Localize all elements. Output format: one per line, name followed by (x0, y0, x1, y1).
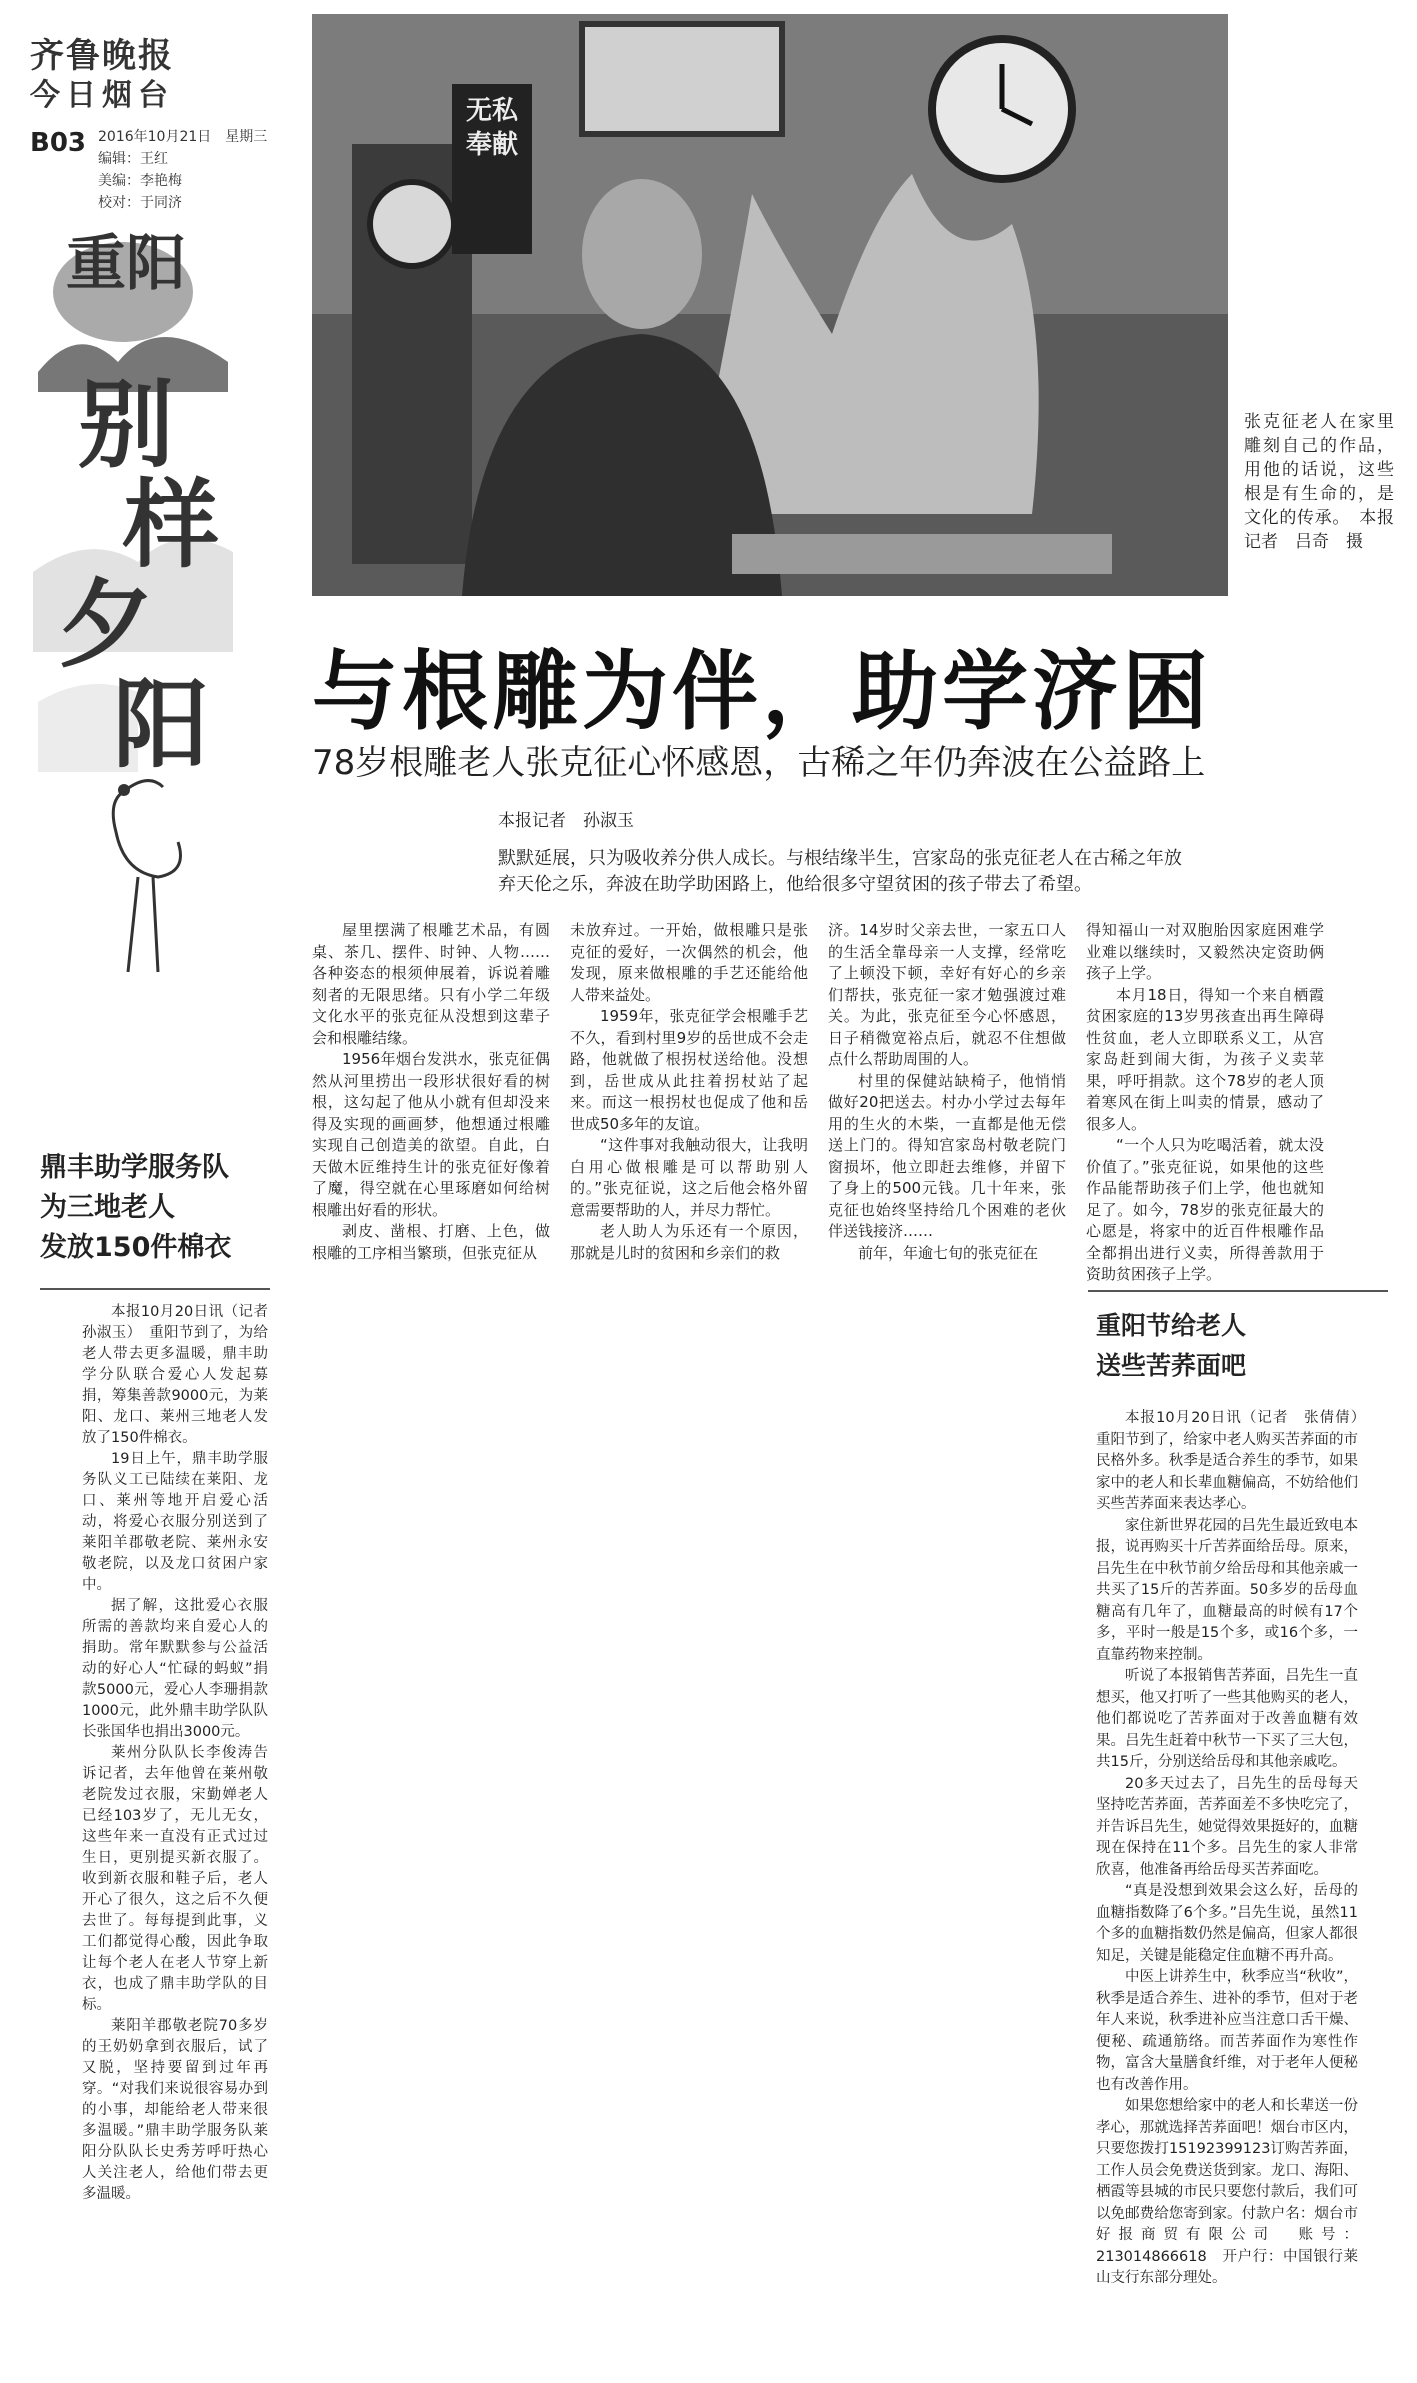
divider (40, 1288, 270, 1290)
issue-date: 2016年10月21日 星期三 (98, 129, 268, 145)
paragraph: 莱阳羊郡敬老院70多岁的王奶奶拿到衣服后，试了又脱，坚持要留到过年再穿。“对我们来说很容易办到的小事，却能给老人带来很多温暖。”鼎丰助学服务队莱阳分队队长史秀芳呼吁热心人关注老人，给他们带去更多温暖。 (82, 2018, 268, 2202)
column-logo (28, 229, 238, 992)
column-logo-char-4: 阳 (113, 668, 209, 781)
paragraph: 剥皮、凿根、打磨、上色，做根雕的工序相当繁琐，但张克征从 (312, 1222, 550, 1262)
right-article-body (1096, 1408, 1373, 2290)
main-column-2 (570, 920, 808, 1264)
column-logo-title: 重阳 (66, 229, 186, 299)
headline-line: 送些苦荞面吧 (1096, 1351, 1247, 1380)
designer-credit: 美编：李艳梅 (98, 173, 182, 189)
paragraph: 中医上讲养生中，秋季应当“秋收”，秋季是适合养生、进补的季节，但对于老年人来说，秋季进补应当注意口舌干燥、便秘、疏通筋络。而苦荞面作为寒性作物，富含大量膳食纤维，对于老年人便秘也有改善作用。 (1096, 1969, 1358, 2093)
main-column-3 (828, 920, 1066, 1264)
left-article-headline (40, 1148, 270, 1268)
lead-photo (312, 14, 1228, 596)
paragraph: 本月18日，得知一个来自栖霞贫困家庭的13岁男孩查出再生障碍性贫血，老人立即联系义工，从宫家岛赶到闹大街，为孩子义卖苹果，呼吁捐款。这个78岁的老人顶着寒风在街上叫卖的情景，感动了很多人。 (1086, 985, 1324, 1133)
headline-line: 发放150件棉衣 (40, 1232, 232, 1263)
headline-line: 为三地老人 (40, 1192, 175, 1223)
main-lead: 默默延展，只为吸收养分供人成长。与根结缘半生，宫家岛的张克征老人在古稀之年放弃天伦之乐，奔波在助学助困路上，他给很多守望贫困的孩子带去了希望。 (498, 848, 1182, 895)
section-name: 今日烟台 (30, 78, 174, 113)
photo-caption: 张克征老人在家里雕刻自己的作品，用他的话说，这些根是有生命的，是文化的传承。 本报记者 吕奇 摄 (1244, 412, 1394, 552)
paragraph: 20多天过去了，吕先生的岳母每天坚持吃苦荞面，苦荞面差不多快吃完了，并告诉吕先生，她觉得效果挺好的，血糖现在保持在11个多。吕先生的家人非常欣喜，他准备再给岳母买苦荞面吃。 (1096, 1775, 1358, 1878)
paragraph: “一个人只为吃喝活着，就太没价值了。”张克征说，如果他的这些作品能帮助孩子们上学，他也就知足了。如今，78岁的张克征最大的心愿是，将家中的近百件根雕作品全都捐出进行义卖，所得善款用于资助贫困孩子上学。 (1086, 1136, 1324, 1283)
paragraph: 据了解，这批爱心衣服所需的善款均来自爱心人的捐助。常年默默参与公益活动的好心人“忙碌的蚂蚁”捐款5000元，爱心人李珊捐款1000元，此外鼎丰助学队队长张国华也捐出3000元。 (82, 1598, 268, 1740)
paragraph: 济。14岁时父亲去世，一家五口人的生活全靠母亲一人支撑，经常吃了上顿没下顿，幸好有好心的乡亲们帮扶，张克征一家才勉强渡过难关。为此，张克征至今心怀感恩，日子稍微宽裕点后，就忍不住想做点什么帮助周围的人。 (828, 921, 1066, 1068)
paragraph: 未放弃过。一开始，做根雕只是张克征的爱好，一次偶然的机会，他发现，原来做根雕的手艺还能给他人带来益处。 (570, 921, 808, 1004)
right-article-headline (1096, 1306, 1386, 1386)
paragraph: 得知福山一对双胞胎因家庭困难学业难以继续时，又毅然决定资助俩孩子上学。 (1086, 921, 1324, 982)
column-logo-char-2: 样 (123, 468, 219, 581)
page-number: B03 (30, 128, 86, 158)
column-logo-char-3: 夕 (58, 568, 154, 681)
paragraph: “这件事对我触动很大，让我明白用心做根雕是可以帮助别人的。”张克征说，这之后他会格外留意需要帮助的人，并尽力帮忙。 (570, 1136, 808, 1219)
paper-name: 齐鲁晚报 (30, 36, 174, 76)
paragraph: 19日上午，鼎丰助学服务队义工已陆续在莱阳、龙口、莱州等地开启爱心活动，将爱心衣服分别送到了莱阳羊郡敬老院、莱州永安敬老院，以及龙口贫困户家中。 (82, 1451, 268, 1593)
paragraph: 老人助人为乐还有一个原因，那就是儿时的贫困和乡亲们的救 (570, 1222, 808, 1262)
paragraph: 本报10月20日讯（记者 张倩倩） 重阳节到了，给家中老人购买苦荞面的市民格外多。秋季是适合养生的季节，如果家中的老人和长辈血糖偏高，不妨给他们买些苦荞面来表达孝心。 (1096, 1410, 1373, 1512)
main-column-4 (1086, 920, 1324, 1286)
paragraph: 前年，年逾七旬的张克征在 (858, 1243, 1039, 1262)
paragraph: 屋里摆满了根雕艺术品，有圆桌、茶几、摆件、时钟、人物……各种姿态的根须伸展着，诉说着雕刻者的无限思绪。只有小学二年级文化水平的张克征从没想到这辈子会和根雕结缘。 (312, 921, 550, 1047)
headline-line: 鼎丰助学服务队 (40, 1152, 229, 1183)
paragraph: 本报10月20日讯（记者 孙淑玉） 重阳节到了，为给老人带去更多温暖，鼎丰助学分队联合爱心人发起募捐，筹集善款9000元，为莱阳、龙口、莱州三地老人发放了150件棉衣。 (82, 1304, 283, 1446)
paragraph: 1956年烟台发洪水，张克征偶然从河里捞出一段形状很好看的树根，这勾起了他从小就有但却没来得及实现的画画梦，他想通过根雕实现自己创造美的欲望。自此，白天做木匠维持生计的张克征好像着了魔，得空就在心里琢磨如何给树根雕出好看的形状。 (312, 1050, 550, 1219)
lead-photo-image (312, 14, 1228, 596)
paragraph: 1959年，张克征学会根雕手艺不久，看到村里9岁的岳世成不会走路，他就做了根拐杖送给他。没想到，岳世成从此拄着拐杖站了起来。而这一根拐杖也促成了他和岳世成50多年的友谊。 (570, 1007, 808, 1133)
main-headline: 与根雕为伴，助学济困 (312, 642, 1212, 742)
editor-credit: 编辑：王红 (98, 151, 168, 167)
paragraph: 如果您想给家中的老人和长辈送一份孝心，那就选择苦荞面吧！烟台市区内，只要您拨打15192399123订购苦荞面，工作人员会免费送货到家。龙口、海阳、栖霞等县城的市民只要您付款后，我们可以免邮费给您寄到家。付款户名：烟台市好报商贸有限公司 账号：213014866618 开户行：中国银行莱山支行东部分理处。 (1096, 2098, 1358, 2286)
paragraph: 村里的保健站缺椅子，他悄悄做好20把送去。村办小学过去每年用的生火的木柴，一直都是他无偿送上门的。得知宫家岛村敬老院门窗损坏，他立即赶去维修，并留下了身上的500元钱。几十年来，张克征也始终坚持给几个困难的老伙伴送钱接济…… (828, 1071, 1066, 1240)
proof-credit: 校对：于同济 (98, 195, 182, 211)
left-article-body (82, 1302, 283, 2205)
main-column-1 (312, 920, 550, 1264)
headline-line: 重阳节给老人 (1096, 1311, 1247, 1340)
main-byline: 本报记者 孙淑玉 (498, 811, 634, 831)
paragraph: 莱州分队队长李俊涛告诉记者，去年他曾在莱州敬老院发过衣服，宋勤婵老人已经103岁了，无儿无女，这些年来一直没有正式过过生日，更别提买新衣服了。收到新衣服和鞋子后，老人开心了很久，这之后不久便去世了。每每提到此事，义工们都觉得心酸，因此争取让每个老人在老人节穿上新衣，也成了鼎丰助学队的目标。 (82, 1745, 268, 2013)
photo-banner-text: 无私奉献 (465, 96, 518, 160)
divider (1088, 1290, 1388, 1292)
column-logo-char-1: 别 (78, 368, 174, 481)
page-meta (98, 126, 267, 214)
paragraph: “真是没想到效果会这么好，岳母的血糖指数降了6个多。”吕先生说，虽然11个多的血糖指数仍然是偏高，但家人都很知足，关键是能稳定住血糖不再升高。 (1096, 1883, 1358, 1964)
paragraph: 听说了本报销售苦荞面，吕先生一直想买，他又打听了一些其他购买的老人，他们都说吃了苦荞面对于改善血糖有效果。吕先生赶着中秋节一下买了三大包，共15斤，分别送给岳母和其他亲戚吃。 (1096, 1668, 1358, 1770)
paragraph: 家住新世界花园的吕先生最近致电本报，说再购买十斤苦荞面给岳母。原来，吕先生在中秋节前夕给岳母和其他亲戚一共买了15斤的苦荞面。50多岁的岳母血糖高有几年了，血糖最高的时候有17个多，平时一般是15个多，或16个多，一直靠药物来控制。 (1096, 1517, 1358, 1663)
main-subheadline: 78岁根雕老人张克征心怀感恩，古稀之年仍奔波在公益路上 (312, 743, 1206, 783)
